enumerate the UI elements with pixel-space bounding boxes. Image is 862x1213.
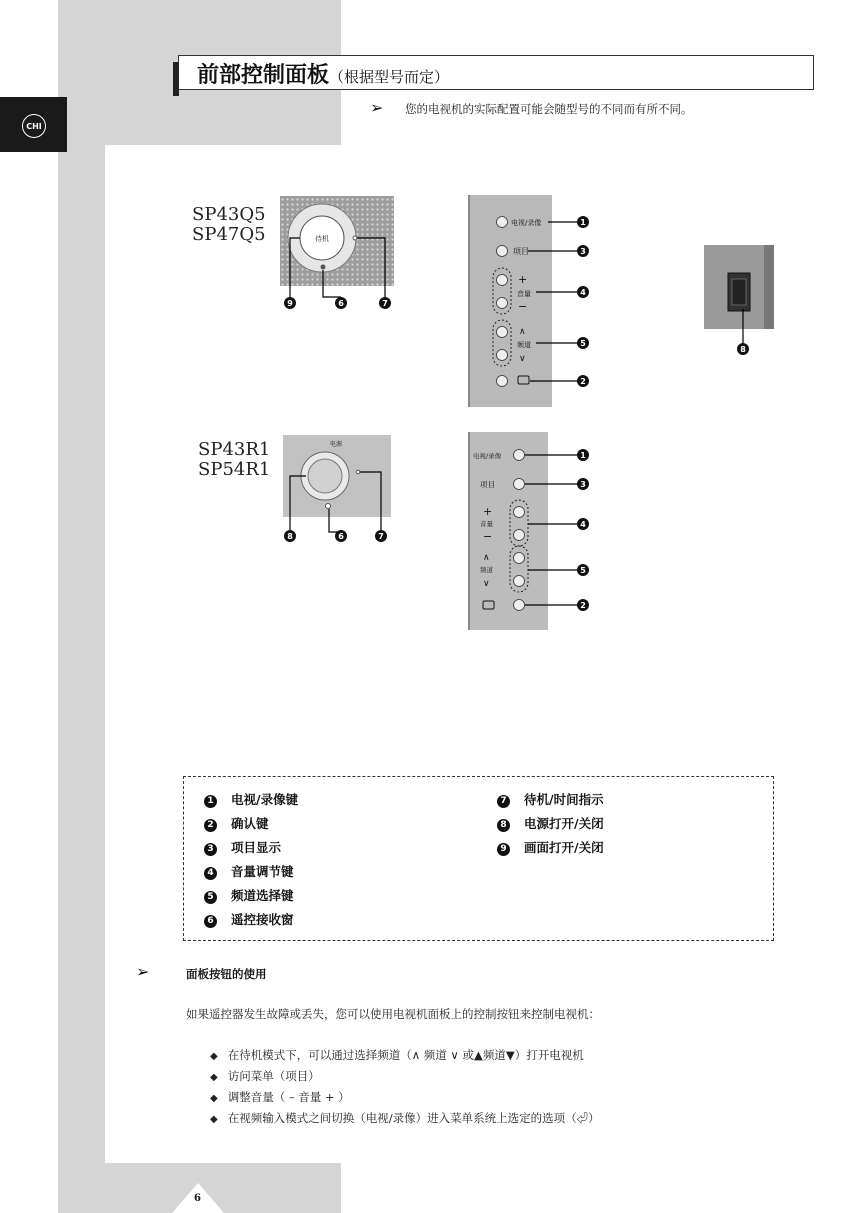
model-sp43r1: SP43R1	[198, 439, 271, 460]
legend-item: 2 确认键	[204, 814, 269, 832]
title-box	[178, 55, 814, 90]
model-label-group2	[198, 440, 270, 480]
page-number: 6	[194, 1193, 201, 1204]
svg-text:电视/录像: 电视/录像	[511, 219, 542, 227]
section-intro: 如果遥控器发生故障或丢失，您可以使用电视机面板上的控制按钮来控制电视机：	[186, 1007, 600, 1021]
list-item: ◆ 在待机模式下，可以通过选择频道（∧ 频道 ∨ 或▲频道▼）打开电视机	[210, 1048, 584, 1062]
diamond-icon: ◆	[210, 1051, 218, 1062]
svg-text:电源: 电源	[329, 441, 343, 448]
svg-text:+: +	[518, 273, 528, 286]
side-panel-illustration-r1	[468, 432, 598, 632]
svg-text:频道: 频道	[480, 566, 493, 574]
model-note: 您的电视机的实际配置可能会随型号的不同而有所不同。	[405, 102, 693, 116]
svg-text:1: 1	[580, 218, 586, 227]
page-title	[197, 58, 449, 89]
svg-text:−: −	[518, 300, 528, 313]
section-arrow-icon: ➢	[136, 962, 150, 981]
svg-text:+: +	[483, 505, 493, 518]
svg-text:5: 5	[580, 566, 586, 575]
model-sp54r1: SP54R1	[198, 459, 271, 480]
legend-item: 3 项目显示	[204, 838, 281, 856]
svg-text:∨: ∨	[483, 579, 490, 589]
power-switch-illustration	[700, 243, 780, 363]
language-badge: CHI	[22, 114, 46, 138]
svg-text:9: 9	[287, 299, 293, 308]
svg-text:电视/录像: 电视/录像	[473, 452, 502, 460]
page-title-sub: （根据型号而定）	[329, 68, 450, 86]
diamond-icon: ◆	[210, 1114, 218, 1125]
svg-text:−: −	[483, 530, 493, 543]
section-title: 面板按钮的使用	[186, 967, 267, 981]
svg-text:∧: ∧	[519, 327, 526, 337]
svg-text:5: 5	[580, 339, 586, 348]
svg-text:∧: ∧	[483, 553, 490, 563]
legend-item: 7 待机/时间指示	[497, 790, 604, 808]
list-item: ◆ 调整音量（ – 音量 + ）	[210, 1090, 350, 1104]
svg-text:4: 4	[580, 520, 586, 529]
standby-button-label: 待机	[315, 235, 329, 243]
svg-text:6: 6	[338, 299, 344, 308]
svg-text:3: 3	[580, 480, 586, 489]
svg-text:1: 1	[580, 451, 586, 460]
power-panel-illustration-r1	[280, 432, 410, 547]
diamond-icon: ◆	[210, 1093, 218, 1104]
page-title-main: 前部控制面板	[197, 62, 330, 88]
svg-text:2: 2	[580, 377, 586, 386]
svg-text:项目: 项目	[480, 480, 495, 489]
svg-text:2: 2	[580, 601, 586, 610]
svg-text:7: 7	[378, 532, 384, 541]
svg-text:6: 6	[338, 532, 344, 541]
legend-item: 4 音量调节键	[204, 862, 294, 880]
legend-item: 8 电源打开/关闭	[497, 814, 604, 832]
svg-text:8: 8	[740, 345, 746, 354]
svg-text:8: 8	[287, 532, 293, 541]
svg-text:频道: 频道	[517, 341, 531, 349]
svg-text:音量: 音量	[480, 520, 493, 528]
svg-text:音量: 音量	[517, 290, 531, 298]
legend-item: 6 遥控接收窗	[204, 910, 294, 928]
model-sp43q5: SP43Q5	[192, 204, 266, 225]
note-arrow-icon: ➢	[370, 98, 384, 117]
legend-item: 9 画面打开/关闭	[497, 838, 604, 856]
svg-text:7: 7	[382, 299, 388, 308]
svg-text:项目: 项目	[513, 247, 529, 256]
side-panel-illustration-q5	[468, 195, 598, 410]
model-label-group1	[192, 205, 266, 245]
model-sp47q5: SP47Q5	[192, 224, 266, 245]
svg-text:4: 4	[580, 288, 586, 297]
legend-item: 5 频道选择键	[204, 886, 294, 904]
diamond-icon: ◆	[210, 1072, 218, 1083]
speaker-panel-illustration	[270, 192, 410, 317]
svg-text:∨: ∨	[519, 354, 526, 364]
list-item: ◆ 在视频输入模式之间切换（电视/录像）进入菜单系统上选定的选项（⏎）	[210, 1111, 600, 1125]
legend-item: 1 电视/录像键	[204, 790, 298, 808]
list-item: ◆ 访问菜单（项目）	[210, 1069, 320, 1083]
svg-text:3: 3	[580, 247, 586, 256]
